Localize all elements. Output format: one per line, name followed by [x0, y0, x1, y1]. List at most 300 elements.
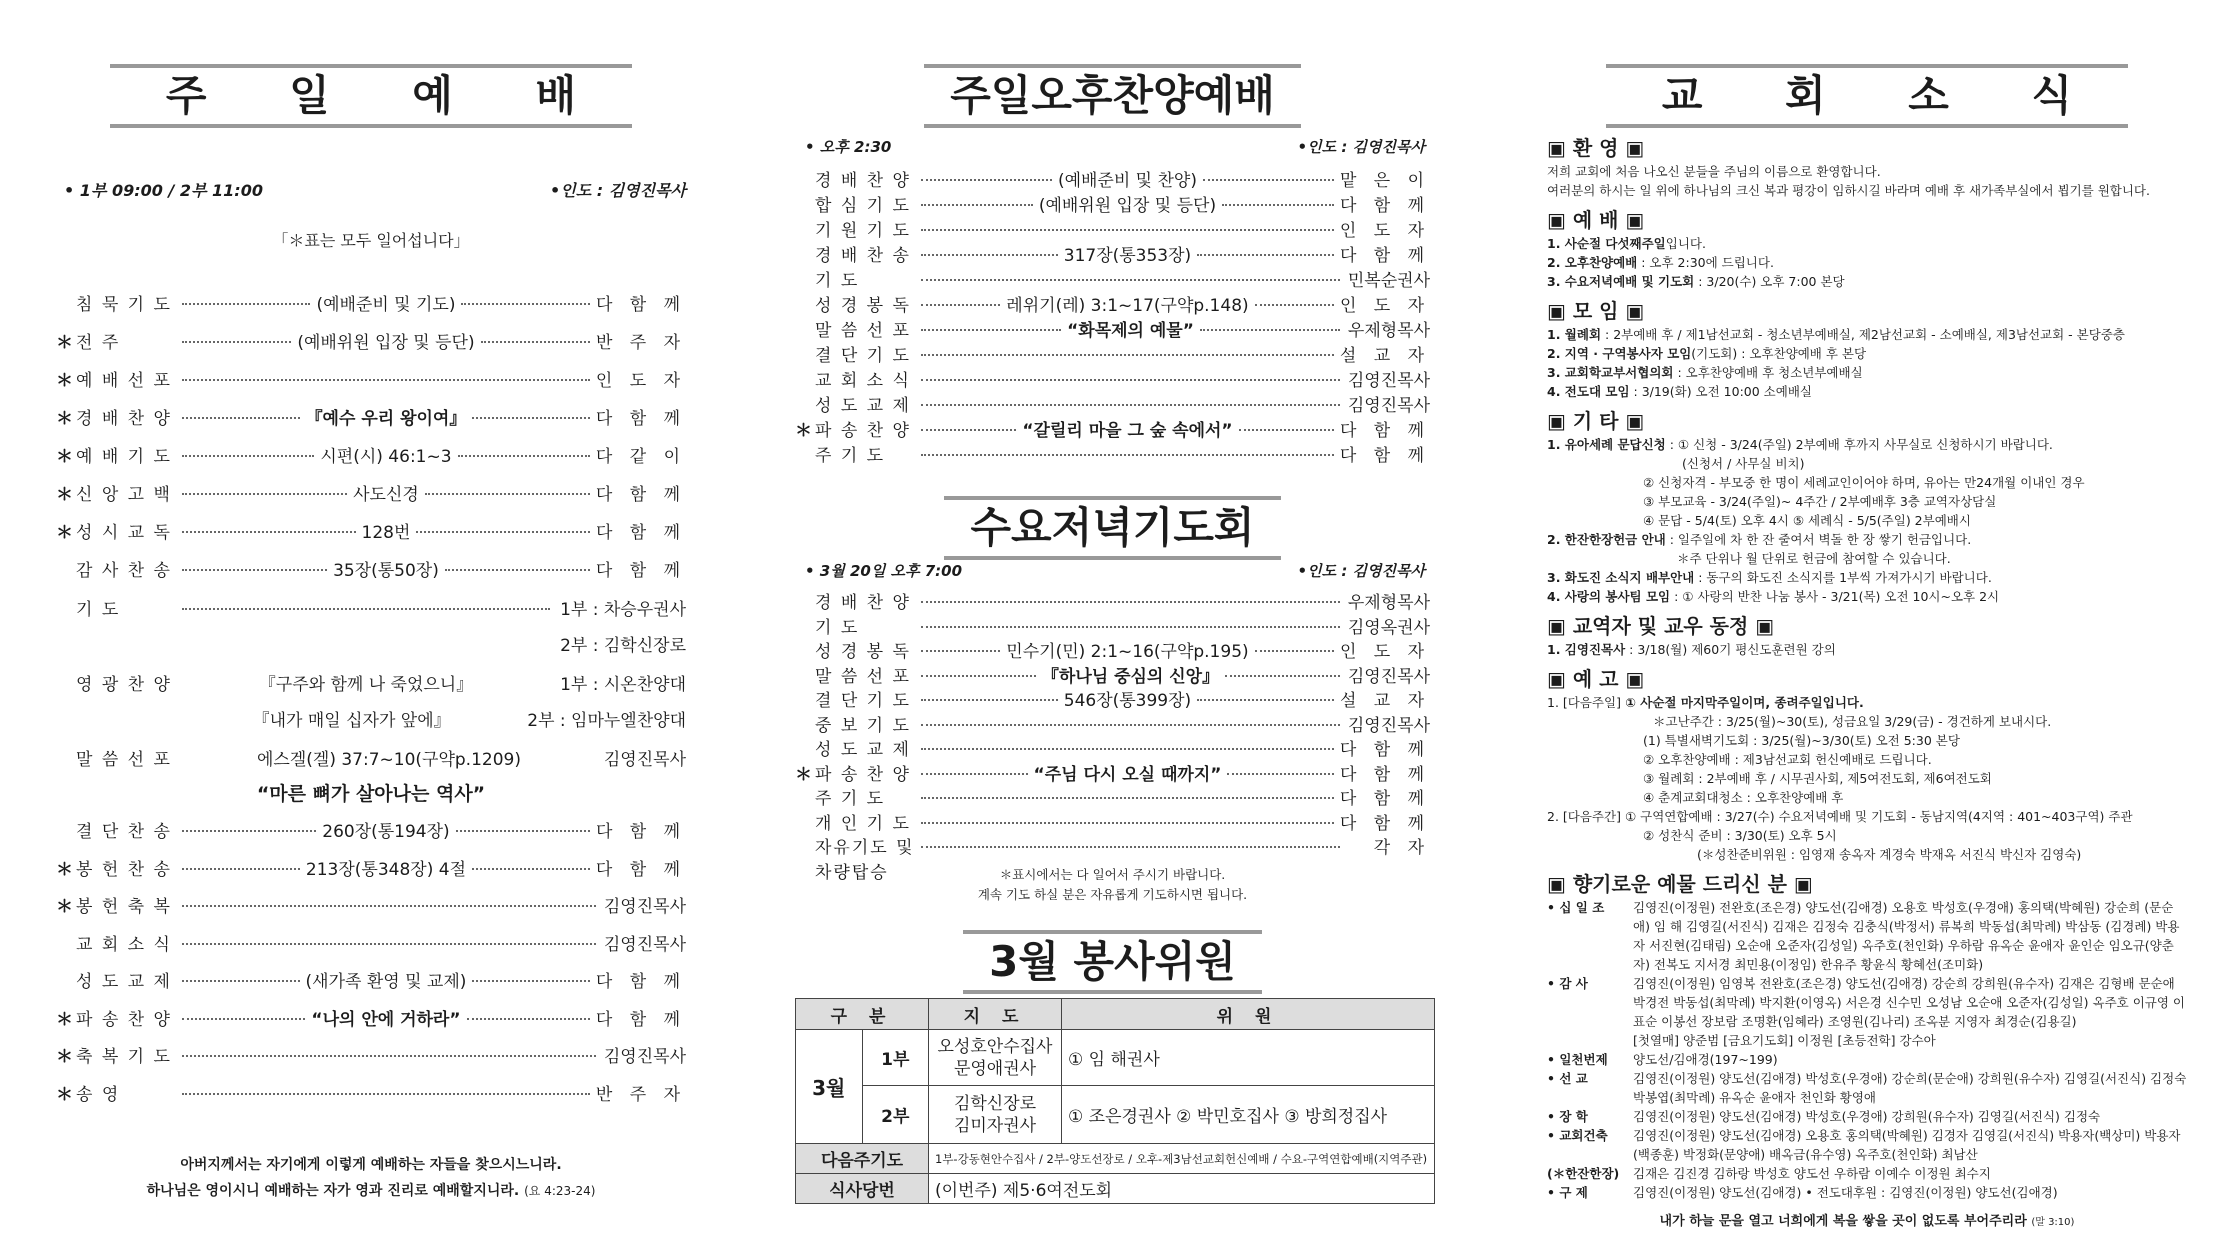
item-detail: 35장(통50장) [333, 561, 439, 581]
church-news-title: 교 회 소 식 [1547, 64, 2187, 128]
item-person: 반 주 자 [595, 1084, 686, 1105]
item-name: 파 송 찬 양 [76, 1009, 172, 1030]
praise-song2: 『내가 매일 십자가 앞에』 [252, 711, 451, 731]
order-item [56, 442, 686, 480]
item-detail: 민수기(민) 2:1~16(구약p.195) [1006, 642, 1249, 662]
march-volunteers-title: 3월 봉사위원 [795, 930, 1430, 994]
news-item: 4. 전도대 모임 : 3/19(화) 오전 10:00 소예배실 [1547, 384, 1812, 399]
item-detail: 546장(통399장) [1063, 691, 1192, 711]
order-item [795, 760, 1430, 785]
item-name: 결 단 기 도 [815, 691, 911, 711]
leader-dots [921, 650, 1000, 652]
leader-dots [1222, 204, 1334, 206]
leader-dots [1227, 773, 1334, 775]
leaders-cell: 김학신장로 김미자권사 [929, 1086, 1062, 1144]
leader-dots [182, 417, 300, 419]
news-item: 1. 월례회 : 2부예배 후 / 제1남선교회 - 청소년부예배실, 제2남선교회 - 소예배실, 제3남선교회 - 본당중층 [1547, 327, 2125, 342]
item-name: 말 씀 선 포 [76, 750, 172, 770]
item-name: 성 경 봉 독 [815, 642, 911, 662]
sunday-worship-title: 주 일 예 배 [56, 64, 686, 128]
item-person: 다 함 께 [595, 523, 687, 543]
verse-line2: 하나님은 영이시니 예배하는 자가 영과 진리로 예배할지니라. (요 4:23-24) [146, 1183, 596, 1199]
item-name: 성 도 교 제 [815, 396, 911, 416]
news-item: 3. 수요저녁예배 및 기도회 : 3/20(수) 오후 7:00 본당 [1547, 274, 1845, 289]
leader-dots [467, 1018, 590, 1020]
standing-mark: ＊ [56, 371, 73, 391]
item-name: 중 보 기 도 [815, 715, 911, 736]
item-name: 말 씀 선 포 [815, 321, 911, 341]
item-person: 김영진목사 [1347, 715, 1430, 736]
offering-label: • 감 사 [1547, 976, 1588, 991]
item-name: 경 배 찬 양 [76, 409, 172, 429]
wednesday-notes [795, 865, 1430, 905]
item-detail: 레위기(레) 3:1~17(구약p.148) [1006, 296, 1249, 316]
standing-mark: ＊ [56, 1009, 73, 1030]
order-item [795, 588, 1430, 613]
leader-dots [921, 179, 1052, 181]
item-person: 다 함 께 [595, 1009, 686, 1030]
order-of-worship-2 [56, 817, 686, 1117]
item-person: 인 도 자 [1339, 642, 1431, 662]
item-name: 축 복 기 도 [76, 1047, 172, 1067]
standing-mark: ＊ [56, 447, 73, 467]
members-cell: ① 임 해권사 [1062, 1030, 1435, 1086]
item-person: 반 주 자 [595, 333, 687, 353]
leader-dots [481, 341, 590, 343]
leader-dots [921, 626, 1340, 628]
order-item [56, 556, 686, 594]
item-person: 인 도 자 [595, 371, 686, 391]
item-person: 다 함 께 [1339, 446, 1430, 466]
leader-dots [921, 454, 1334, 456]
afternoon-info [805, 136, 1425, 157]
note-line1: ＊표시에서는 다 일어서 주시기 바랍니다. [999, 867, 1226, 882]
order-item [795, 216, 1430, 241]
wednesday-prayer-title: 수요저녁기도회 [795, 496, 1430, 560]
item-detail: “화목제의 예물” [1067, 321, 1194, 341]
order-item [795, 809, 1430, 834]
next-prayer-text: 1부-강동현안수집사 / 2부-양도선장로 / 오후-제3남선교회헌신예배 / 수요-구역연합예배(지역주관) [929, 1144, 1435, 1174]
leader-dots [921, 699, 1058, 701]
leader-dots [921, 379, 1340, 381]
item-name: 교 회 소 식 [815, 371, 911, 391]
leader-dots [182, 1018, 305, 1020]
header-category: 구 분 [796, 999, 929, 1030]
item-name: 말 씀 선 포 [815, 666, 911, 687]
news-item: 2. 오후찬양예배 : 오후 2:30에 드립니다. [1547, 255, 1774, 270]
leader-dots [182, 341, 291, 343]
order-item [795, 241, 1430, 266]
news-item: 3. 교회학교부서협의회 : 오후찬양예배 후 청소년부예배실 [1547, 365, 1863, 380]
leader-dots [182, 303, 310, 305]
offering-label: (＊한잔한장) [1547, 1166, 1620, 1181]
order-item [56, 404, 686, 442]
standing-instruction: 「＊표는 모두 일어섭니다」 [272, 231, 470, 250]
item-person: 민복순권사 [1347, 271, 1430, 291]
order-item [56, 1080, 686, 1118]
standing-mark: ＊ [795, 764, 812, 785]
item-name: 침 묵 기 도 [76, 295, 172, 315]
misc-item1-b: ② 신청자격 - 부모중 한 명이 세례교인이어야 하며, 유아는 만24개월 이내인 경우 [1643, 475, 2085, 490]
item-detail: 시편(시) 46:1~3 [320, 447, 452, 467]
order-item [56, 328, 686, 366]
order-of-worship [56, 290, 686, 594]
leader-dots [472, 417, 590, 419]
leader-dots [1225, 675, 1340, 677]
worship-heading: ▣ 예 배 ▣ [1547, 208, 1645, 232]
item-name: 기 원 기 도 [815, 221, 911, 241]
order-item [795, 291, 1430, 316]
sermon-scripture: 에스겔(겔) 37:7~10(구약p.1209) [257, 750, 521, 770]
news-item: 1. 사순절 다섯째주일입니다. [1547, 236, 1706, 251]
standing-mark: ＊ [56, 1084, 73, 1105]
item-person: 다 함 께 [1339, 813, 1430, 834]
item-name: 성 도 교 제 [76, 972, 172, 992]
item-person: 다 함 께 [595, 561, 686, 581]
verse-line1: 아버지께서는 자기에게 이렇게 예배하는 자들을 찾으시느니라. [180, 1157, 562, 1173]
notice-item1-c: ② 오후찬양예배 : 제3남선교회 헌신예배로 드립니다. [1643, 752, 1932, 767]
leader-dots [921, 329, 1061, 331]
volunteer-table [795, 998, 1435, 1204]
item-detail: “나의 안에 거하라” [311, 1009, 461, 1030]
item-person: 다 함 께 [595, 295, 687, 315]
leader-dots [921, 279, 1340, 281]
misc-item1-a: (신청서 / 사무실 비치) [1682, 456, 1805, 471]
standing-mark: ＊ [795, 421, 812, 441]
leader-dots [921, 773, 1028, 775]
item-person: 맡 은 이 [1339, 171, 1431, 191]
item-person: 인 도 자 [1339, 296, 1431, 316]
order-item [795, 662, 1430, 687]
standing-mark: ＊ [56, 859, 73, 880]
meal-duty-text: (이번주) 제5·6여전도회 [929, 1174, 1435, 1204]
misc-item1: 1. 유아세례 문답신청 : ① 신청 - 3/24(주일) 2부예배 후까지 사무실로 신청하시기 바랍니다. [1547, 437, 2053, 452]
item-name: 개 인 기 도 [815, 813, 911, 834]
news-item: 2. 지역 · 구역봉사자 모임(기도회) : 오후찬양예배 후 본당 [1547, 346, 1867, 361]
part-cell: 2부 [862, 1086, 929, 1144]
notice-heading: ▣ 예 고 ▣ [1547, 667, 1645, 691]
item-name: 경 배 찬 양 [815, 593, 911, 613]
item-person: 다 함 께 [595, 409, 686, 429]
order-item [795, 341, 1430, 366]
item-detail: 『하나님 중심의 신앙』 [1041, 666, 1220, 687]
afternoon-order [795, 166, 1430, 466]
order-item [56, 930, 686, 968]
item-detail: 사도신경 [353, 485, 419, 505]
item-person: 설 교 자 [1339, 346, 1430, 366]
misc-item2-a: ＊주 단위나 월 단위로 헌금에 참여할 수 있습니다. [1677, 551, 1951, 566]
item-detail: (예배위원 입장 및 등단) [297, 333, 475, 353]
item-person: 다 함 께 [1339, 789, 1430, 809]
service-times: • 1부 09:00 / 2부 11:00 [64, 181, 263, 200]
misc-item3: 3. 화도진 소식지 배부안내 : 동구의 화도진 소식지를 1부씩 가져가시기 바랍니다. [1547, 570, 1992, 585]
offering-names: 김영진(이정원) 양도선(김애경) 박성호(우경애) 강희원(유수자) 김영길(서진식) 김정숙 [1633, 1109, 2101, 1124]
standing-mark: ＊ [56, 523, 73, 543]
leader-dots [182, 905, 596, 907]
item-detail: (새가족 환영 및 교제) [305, 972, 467, 992]
offering-names: 김영진(이정원) 양도선(김애경) 오용호 홍의택(박혜원) 김경자 김영길(서진식) 박용자(백상미) 박용자(백종훈) 박정화(문양애) 배옥금(유수영) 옥주호(천인화) 최남산 [1633, 1128, 2181, 1162]
leader-dots [921, 304, 1000, 306]
item-name: 교 회 소 식 [76, 934, 172, 955]
order-item [795, 735, 1430, 760]
order-item [56, 817, 686, 855]
leader-dots [461, 303, 589, 305]
leader-dots [1203, 179, 1334, 181]
closing-verse: 내가 하늘 문을 열고 너희에게 복을 쌓을 곳이 없도록 부어주리라 (말 3:10) [1659, 1214, 2075, 1229]
item-name: 결 단 찬 송 [76, 822, 172, 842]
standing-mark: ＊ [56, 897, 73, 917]
leader-dots [1255, 304, 1334, 306]
item-person: 다 함 께 [1339, 740, 1430, 760]
note-line2: 계속 기도 하실 분은 자유롭게 기도하시면 됩니다. [977, 887, 1248, 902]
item-person: 다 같 이 [595, 447, 686, 467]
offering-item [1547, 898, 2187, 974]
item-name: 합 심 기 도 [815, 196, 911, 216]
leader-dots [921, 748, 1334, 750]
item-person: 우제형목사 [1347, 593, 1430, 613]
part-cell: 1부 [862, 1030, 929, 1086]
next-prayer-label: 다음주기도 [796, 1144, 929, 1174]
item-detail: “주님 다시 오실 때까지” [1033, 764, 1222, 785]
praise-item [56, 670, 686, 742]
item-name: 성 경 봉 독 [815, 296, 911, 316]
offering-label: • 구 제 [1547, 1185, 1588, 1200]
item-person: 다 함 께 [1339, 421, 1431, 441]
leader-dots [182, 868, 300, 870]
wednesday-info [805, 560, 1425, 581]
offering-label: • 선 교 [1547, 1071, 1588, 1086]
welcome-text1: 저희 교회에 처음 나오신 분들을 주님의 이름으로 환영합니다. [1547, 164, 1881, 179]
order-item [795, 613, 1430, 638]
order-item [56, 892, 686, 930]
month-cell: 3월 [796, 1030, 863, 1144]
leader-dots [921, 254, 1058, 256]
header-members: 위 원 [1062, 999, 1435, 1030]
notice-item1-e: ④ 춘계교회대청소 : 오후찬양예배 후 [1643, 790, 1844, 805]
item-person: 김영진목사 [603, 897, 686, 917]
offering-names: [첫열매] 양준범 [금요기도회] 이정원 [초등전학] 강수아 [1633, 1033, 1936, 1048]
item-detail: 260장(통194장) [322, 822, 450, 842]
misc-item4: 4. 사랑의 봉사팀 모임 : ① 사랑의 반찬 나눔 봉사 - 3/21(목) 오전 10시~오후 2시 [1547, 589, 2000, 604]
leader-dots [182, 1055, 596, 1057]
item-person: 김영진목사 [1347, 371, 1430, 391]
notice-item2: 2. [다음주간] ① 구역연합예배 : 3/27(수) 수요저녁예배 및 기도회 - 동남지역(4지역 : 401~403구역) 주관 [1547, 809, 2133, 824]
afternoon-time: • 오후 2:30 [805, 138, 892, 156]
item-name: 영 광 찬 양 [76, 675, 172, 695]
welcome-heading: ▣ 환 영 ▣ [1547, 136, 1645, 160]
offering-label: • 교회건축 [1547, 1128, 1608, 1143]
offering-names: 김영진(이정원) 양도선(김애경) • 전도대후원 : 김영진(이정원) 양도선(김애경) [1633, 1185, 2058, 1200]
leader-dots [921, 822, 1334, 824]
item-detail: 317장(통353장) [1063, 246, 1192, 266]
leader-dots [425, 493, 590, 495]
item-person: 김영진목사 [603, 934, 686, 955]
item-name: 자유기도 및 차량탑승 [815, 838, 915, 883]
order-item [795, 686, 1430, 711]
leader-dots [182, 980, 300, 982]
leader-dots [182, 1093, 590, 1095]
order-item [56, 967, 686, 1005]
item-person: 다 함 께 [1339, 246, 1431, 266]
leader-dots [416, 531, 590, 533]
offering-names: 양도선/김애경(197~199) [1633, 1052, 1778, 1067]
offering-item [1547, 1126, 2187, 1164]
order-item [795, 416, 1430, 441]
order-item [56, 1042, 686, 1080]
item-name: 신 앙 고 백 [76, 485, 172, 505]
notice-item1-b: (1) 특별새벽기도회 : 3/25(월)~3/30(토) 오전 5:30 본당 [1643, 733, 1960, 748]
leader-dots [1197, 254, 1334, 256]
meetings-heading: ▣ 모 임 ▣ [1547, 299, 1645, 323]
leader-dots [1255, 650, 1334, 652]
order-item [795, 366, 1430, 391]
item-name: 주 기 도 [815, 789, 886, 809]
item-person: 각 자 [1373, 838, 1430, 858]
offering-heading: ▣ 향기로운 예물 드리신 분 ▣ [1547, 872, 1813, 896]
item-name: 감 사 찬 송 [76, 561, 172, 581]
leader-dots [921, 229, 1334, 231]
standing-mark: ＊ [56, 333, 73, 353]
offering-label: • 장 학 [1547, 1109, 1588, 1124]
leader-dots [921, 724, 1340, 726]
item-person: 다 함 께 [595, 972, 686, 992]
item-person: 김영진목사 [1347, 666, 1430, 687]
leaders-cell: 오성호안수집사 문영애권사 [929, 1030, 1062, 1086]
leader-dots [456, 830, 590, 832]
offering-item [1547, 974, 2187, 1031]
item-name: 경 배 찬 양 [815, 171, 911, 191]
leader-dots [1239, 429, 1334, 431]
notice-item1-d: ③ 월례회 : 2부예배 후 / 시무권사회, 제5여전도회, 제6여전도회 [1643, 771, 1992, 786]
item-name: 봉 헌 축 복 [76, 897, 172, 917]
offering-names: 김영진(이정원) 임영복 전완호(조은경) 양도선(김애경) 강순희 강희원(유수자) 김재은 김형배 문순애 박경전 박동섭(최막례) 박지환(이영옥) 서은경 신수민 오성남 오순애 오준자(김성일) 옥주호 이규영 이표순 이봉선 장보람 조명환(임혜라) 조영원(김나리) 조옥분 지영자 최경순(김용길) [1633, 976, 2185, 1029]
offering-item [1547, 1164, 2187, 1183]
item-detail: 128번 [361, 523, 411, 543]
staff-heading: ▣ 교역자 및 교우 동정 ▣ [1547, 614, 1775, 638]
leader-dots [182, 493, 347, 495]
leader-dots [921, 429, 1016, 431]
item-name: 파 송 찬 양 [815, 421, 911, 441]
standing-mark: ＊ [56, 409, 73, 429]
item-name: 기 도 [76, 600, 121, 620]
item-detail: 『예수 우리 왕이여』 [305, 409, 467, 429]
offering-names: 김영진(이정원) 양도선(김애경) 박성호(우경애) 강순희(문순애) 강희원(유수자) 김영길(서진식) 김정숙 박봉엽(최막례) 유옥순 윤애자 천인화 황영애 [1633, 1071, 2187, 1105]
item-detail: (예배준비 및 기도) [316, 295, 456, 315]
item-name: 파 송 찬 양 [815, 764, 911, 785]
item-name: 송 영 [76, 1084, 121, 1105]
leader-dots [921, 797, 1334, 799]
item-person: 다 함 께 [1339, 764, 1431, 785]
standing-mark: ＊ [56, 485, 73, 505]
prayer-item [56, 595, 686, 667]
order-item [795, 391, 1430, 416]
item-name: 성 도 교 제 [815, 740, 911, 760]
leader-dots [921, 675, 1036, 677]
offering-item [1547, 1069, 2187, 1107]
leader-dots [921, 601, 1340, 603]
sunday-worship-column [56, 0, 686, 1240]
item-name: 결 단 기 도 [815, 346, 911, 366]
leader-dots [182, 379, 590, 381]
meetings-list [1547, 325, 2187, 401]
item-person: 우제형목사 [1347, 321, 1431, 341]
leader-dots [1197, 699, 1334, 701]
leader-dots [182, 455, 314, 457]
notice-item2-b: (＊성찬준비위원 : 임영재 송옥자 계경숙 박재옥 서진식 박신자 김영숙) [1697, 847, 2082, 862]
offering-label: • 십 일 조 [1547, 900, 1605, 915]
afternoon-leader: •인도 : 김영진목사 [1297, 138, 1425, 156]
item-person: 다 함 께 [595, 485, 686, 505]
order-item [795, 266, 1430, 291]
item-name: 예 배 선 포 [76, 371, 172, 391]
item-person: 설 교 자 [1339, 691, 1431, 711]
leader-dots [182, 830, 316, 832]
order-item [795, 784, 1430, 809]
service-info [64, 178, 686, 201]
order-item [56, 1005, 686, 1043]
offering-item [1547, 1050, 2187, 1069]
item-person: 김영진목사 [603, 1047, 686, 1067]
misc-item1-d: ④ 문답 - 5/4(토) 오후 4시 ⑤ 세례식 - 5/5(주일) 2부예배시 [1643, 513, 1971, 528]
praise-choir1: 1부 : 시온찬양대 [560, 675, 686, 695]
item-name: 전 주 [76, 333, 121, 353]
offering-list [1547, 898, 2187, 1202]
item-name: 기 도 [815, 271, 860, 291]
notice-item1: 1. [다음주일] ① 사순절 마지막주일이며, 종려주일입니다. [1547, 695, 1864, 710]
item-person: 다 함 께 [595, 822, 687, 842]
leader-dots [182, 943, 596, 945]
header-leaders: 지 도 [929, 999, 1062, 1030]
standing-mark: ＊ [56, 1047, 73, 1067]
item-person: 다 함 께 [595, 859, 686, 880]
leader-dots [472, 980, 590, 982]
offering-names: 김재은 김진경 김하랑 박성호 양도선 우하람 이예수 이정원 최수지 [1633, 1166, 1991, 1181]
leader-dots [445, 569, 590, 571]
closing-verse [56, 1152, 686, 1204]
service-leader: •인도 : 김영진목사 [550, 181, 686, 200]
praise-choir2: 2부 : 임마누엘찬양대 [527, 711, 686, 731]
worship-list [1547, 234, 2187, 291]
offering-item [1547, 1183, 2187, 1202]
leader-dots [921, 354, 1334, 356]
sermon-preacher: 김영진목사 [603, 750, 686, 770]
leader-dots [921, 404, 1340, 406]
leader-dots [182, 569, 327, 571]
leader-dots [921, 204, 1033, 206]
item-name: 경 배 찬 송 [815, 246, 911, 266]
afternoon-column [795, 0, 1430, 1240]
item-detail: 213장(통348장) 4절 [305, 859, 466, 880]
prayer-part2: 2부 : 김학신장로 [560, 636, 686, 656]
wednesday-time: • 3월 20일 오후 7:00 [805, 562, 963, 580]
order-item [56, 480, 686, 518]
order-item [795, 166, 1430, 191]
offering-label [1547, 1031, 1633, 1050]
item-detail: (예배준비 및 찬양) [1057, 171, 1197, 191]
item-detail: (예배위원 입장 및 등단) [1038, 196, 1217, 216]
misc-item2: 2. 한잔한장헌금 안내 : 일주일에 차 한 잔 줄여서 벽돌 한 장 쌓기 헌금입니다. [1547, 532, 1972, 547]
item-name: 성 시 교 독 [76, 523, 172, 543]
leader-dots [458, 455, 590, 457]
welcome-text2: 여러분의 하시는 일 위에 하나님의 크신 복과 평강이 임하시길 바라며 예배 후 새가족부실에서 뵙기를 원합니다. [1547, 183, 2150, 198]
prayer-part1: 1부 : 차승우권사 [560, 600, 686, 620]
order-item [56, 290, 686, 328]
order-item [795, 637, 1430, 662]
meal-duty-label: 식사당번 [796, 1174, 929, 1204]
offering-names: 김영진(이정원) 전완호(조은경) 양도선(김애경) 오용호 박성호(우경애) 홍의택(박혜원) 강순희 (문순애) 임 해 김영길(서진식) 김재은 김정숙 김충식(박정서) 류복희 박동섭(최막례) 박삼동 (김경례) 박용자 서진현(김태림) 오순애 오준자(김성일) 옥주호(천인화) 우하람 유옥순 윤애자 윤인순 임오규(양춘자) 전복도 지서경 최민용(이정임) 한유주 황윤식 황혜선(조미화) [1633, 900, 2180, 972]
item-person: 김영진목사 [1347, 396, 1430, 416]
sermon-item [56, 745, 686, 815]
